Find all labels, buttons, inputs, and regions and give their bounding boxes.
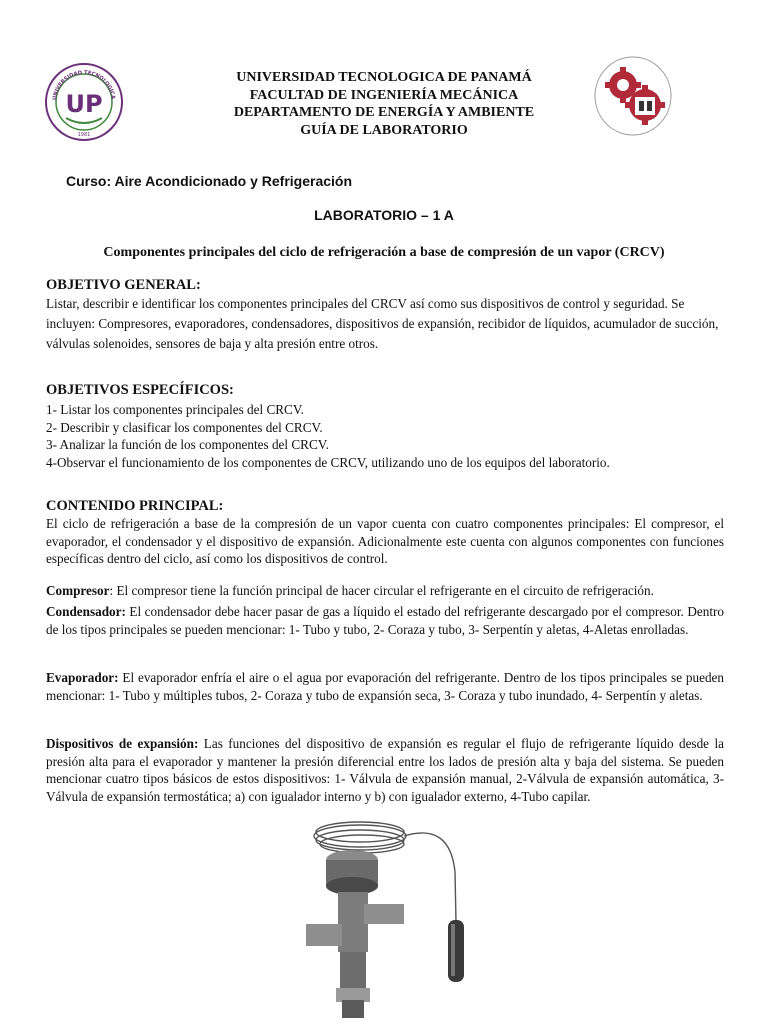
- lab-number: LABORATORIO – 1 A: [314, 207, 454, 223]
- objetivo-general-text: Listar, describir e identificar los componentes principales del CRCV así como sus dispositivos de control y seguridad. Se incluyen: Compresores, evaporadores, condensadores, dispositivos de expansión, recibidor de líquidos, acumulador de succión, válvulas solenoides, sensores de baja y alta presión entre otros.: [46, 296, 719, 351]
- section-title-contenido: CONTENIDO PRINCIPAL:: [46, 498, 224, 514]
- condensador-paragraph: [46, 603, 724, 638]
- header-university: UNIVERSIDAD TECNOLOGICA DE PANAMÁ: [236, 70, 532, 85]
- header-guide: GUÍA DE LABORATORIO: [300, 122, 468, 138]
- compresor-label: Compresor: [46, 583, 110, 598]
- document-header: [150, 69, 618, 139]
- dispositivos-text: Las funciones del dispositivo de expansión es regular el flujo de refrigerante líquido desde la presión alta para el evaporador y mantener la presión diferencial entre los lados de presión alta y baja del sistema. Se pueden mencionar cuatro tipos básicos de estos dispositivos: 1- Válvula de expansión manual, 2-Válvula de expansión automática, 3-Válvula de expansión termostática; a) con igualador interno y b) con igualador externo, 4-Tubo capilar.: [46, 736, 724, 804]
- dispositivos-label: Dispositivos de expansión:: [46, 736, 199, 751]
- condensador-text: El condensador debe hacer pasar de gas a líquido el estado del refrigerante descargado por el compresor. Dentro de los tipos principales se pueden mencionar: 1- Tubo y tubo, 2- Coraza y tubo, 3- Serpentín y aletas, 4-Aletas enrolladas.: [46, 604, 724, 637]
- evaporador-text: El evaporador enfría el aire o el agua por evaporación del refrigerante. Dentro de los tipos principales se pueden mencionar: 1- Tubo y múltiples tubos, 2- Coraza y tubo de expansión seca, 3- Coraza y tubo inundado, 4- Serpentín y aletas.: [46, 670, 724, 703]
- evaporador-label: Evaporador:: [46, 670, 119, 685]
- document-subject: Componentes principales del ciclo de refrigeración a base de compresión de un vapor (CRCV): [103, 245, 665, 260]
- list-item: 1- Listar los componentes principales del CRCV.: [46, 402, 304, 417]
- compresor-text: : El compresor tiene la función principal de hacer circular el refrigerante en el circuito de refrigeración.: [109, 583, 654, 598]
- list-item: 2- Describir y clasificar los componentes del CRCV.: [46, 419, 323, 435]
- seal-year: 1981: [77, 132, 91, 138]
- objetivos-list: [46, 401, 724, 471]
- seal-ring-text: UNIVERSIDAD TECNOLOGICA: [52, 69, 116, 101]
- condensador-label: Condensador:: [46, 604, 126, 619]
- thermostatic-expansion-valve-icon: [300, 812, 480, 1024]
- section-title-objetivo-general: OBJETIVO GENERAL:: [46, 277, 201, 293]
- compresor-paragraph: [46, 582, 724, 600]
- evaporador-paragraph: [46, 669, 724, 704]
- seal-initials: UP: [65, 90, 103, 118]
- course-title: Curso: Aire Acondicionado y Refrigeración: [66, 173, 353, 189]
- faculty-gear-logo-icon: [593, 55, 673, 137]
- list-item: 3- Analizar la función de los componentes del CRCV.: [46, 437, 329, 452]
- list-item: 4-Observar el funcionamiento de los componentes de CRCV, utilizando uno de los equipos del laboratorio.: [46, 454, 610, 470]
- contenido-text: El ciclo de refrigeración a base de la compresión de un vapor cuenta con cuatro componentes principales: El compresor, el evaporador, el condensador y el dispositivo de expansión. Adicionalmente este cuenta con algunos componentes con funciones específicas dentro del ciclo, así como los dispositivos de control.: [46, 516, 724, 566]
- header-faculty: FACULTAD DE INGENIERÍA MECÁNICA: [249, 87, 519, 103]
- header-department: DEPARTAMENTO DE ENERGÍA Y AMBIENTE: [233, 105, 535, 120]
- dispositivos-paragraph: [46, 735, 724, 805]
- utp-seal-icon: [44, 62, 124, 142]
- section-title-objetivos-especificos: OBJETIVOS ESPECÍFICOS:: [46, 382, 234, 398]
